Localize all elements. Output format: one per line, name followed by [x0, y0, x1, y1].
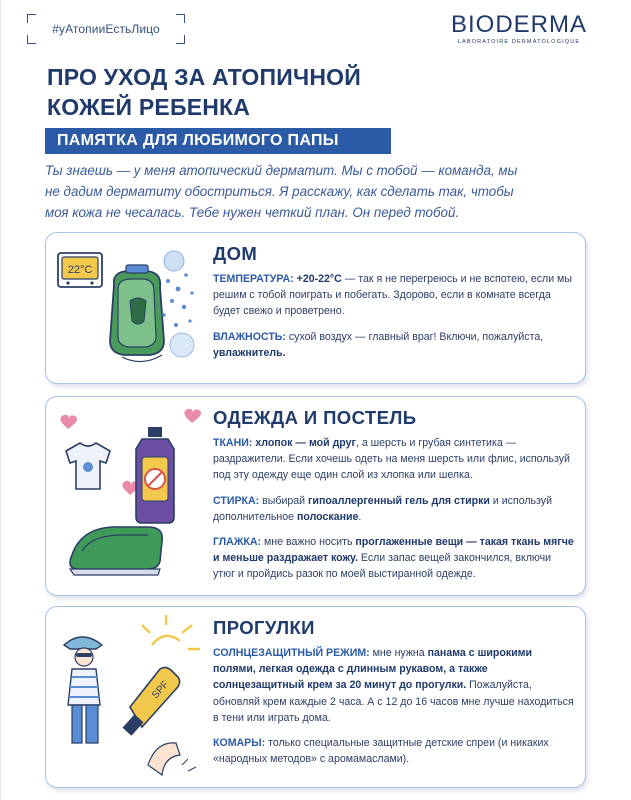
humidity-text: сухой воздух — главный враг! Включи, пожалуйста, — [285, 330, 544, 343]
washing-paragraph — [213, 493, 575, 525]
mosquito-text: только специальные защитные детские спреи (и никаких «народных методов» с аромамаслами). — [213, 737, 549, 766]
washing-bold: гипоаллергенный гель для стирки — [308, 494, 490, 507]
washing-bold: полоскание — [296, 510, 359, 523]
section-card-home — [45, 232, 586, 384]
section-card-clothes — [45, 396, 586, 596]
sunscreen-tube-icon — [123, 667, 180, 735]
leg-icon — [148, 743, 196, 775]
page-title — [47, 62, 361, 122]
section-title: ДОМ — [213, 243, 258, 264]
brand-logo — [451, 12, 587, 45]
fabric-bold: хлопок — мой друг — [252, 437, 356, 449]
ironing-text: Если запас вещей закончился, включи утюг и пройдись разок по моей выстиранной одежде. — [213, 552, 552, 581]
sun-label: СОЛНЦЕЗАЩИТНЫЙ РЕЖИМ: — [213, 647, 370, 659]
heart-icon — [60, 415, 77, 429]
hashtag-frame — [27, 14, 185, 44]
mist-icon — [162, 251, 194, 357]
mosquito-paragraph — [213, 735, 575, 767]
mosquito-label: КОМАРЫ: — [213, 737, 266, 750]
ironing-paragraph — [213, 534, 575, 583]
sun-paragraph — [213, 645, 575, 726]
home-content — [213, 243, 575, 370]
title-line: КОЖЕЙ РЕБЕНКА — [47, 94, 251, 120]
washing-label: СТИРКА: — [213, 494, 260, 507]
washing-text: выбирай — [259, 494, 309, 507]
iron-icon — [70, 527, 162, 575]
title-line: ПРО УХОД ЗА АТОПИЧНОЙ — [47, 64, 361, 90]
clothes-illustration — [52, 405, 202, 590]
temperature-text: — так я не перегреюсь и не вспотею, если мы решим с тобой поиграть и побегать. Здорово, если в комнате всегда будет свежо и проветрено. — [213, 273, 572, 318]
temperature-label: ТЕМПЕРАТУРА: — [213, 273, 294, 285]
humidity-paragraph — [213, 329, 575, 361]
temperature-paragraph — [213, 271, 575, 320]
clothes-content — [213, 407, 575, 592]
hashtag-text: #уАтопииЕстьЛицо — [52, 22, 160, 36]
intro-text — [45, 160, 565, 223]
thermostat-reading: 22°C — [67, 264, 93, 276]
svg-text:SPF: SPF — [150, 679, 172, 702]
fabric-paragraph — [213, 435, 575, 484]
logo-subtitle: LABORATOIRE DERMATOLOGIQUE — [457, 39, 581, 45]
section-title: ОДЕЖДА И ПОСТЕЛЬ — [213, 407, 417, 428]
frame-corner — [27, 35, 36, 44]
section-title: ПРОГУЛКИ — [213, 617, 315, 638]
fabric-label: ТКАНИ: — [213, 437, 253, 449]
washing-text: . — [358, 510, 362, 523]
intro-line: Ты знаешь — у меня атопический дерматит. Мы с тобой — команда, мы — [45, 163, 518, 178]
intro-line: не дадим дерматиту обостриться. Я расскажу, как сделать так, чтобы — [45, 184, 514, 199]
humidity-bold: увлажнитель. — [213, 346, 286, 359]
sun-icon — [142, 615, 200, 649]
temperature-value: +20-22°С — [296, 273, 342, 285]
walks-illustration — [52, 615, 202, 785]
frame-corner — [176, 14, 185, 23]
ironing-text: мне важно носить — [261, 536, 356, 549]
ironing-bold: проглаженные вещи — такая ткань мягче и меньше раздражает кожу. — [213, 536, 574, 565]
humidifier-icon — [110, 265, 164, 362]
fabric-text: , а шерсть и грубая синтетика — раздражители. Если хочешь одеть на меня шерсть или флис, используй под эту одежду еще один слой из хлопка или шелка. — [213, 437, 570, 482]
frame-corner — [176, 35, 185, 44]
washing-text: и используй дополнительное — [213, 494, 553, 523]
ironing-label: ГЛАЖКА: — [213, 536, 262, 549]
subtitle-banner: ПАМЯТКА ДЛЯ ЛЮБИМОГО ПАПЫ — [45, 128, 391, 154]
section-card-walks — [45, 606, 586, 788]
thermostat-icon — [58, 253, 102, 287]
home-illustration — [52, 241, 202, 376]
humidity-label: ВЛАЖНОСТЬ: — [213, 330, 286, 343]
sun-text: Пожалуйста, обновляй крем каждые 2 часа. А с 12 до 16 часов мне лучше находиться в тени или играть дома. — [213, 679, 574, 724]
frame-corner — [27, 14, 36, 23]
sun-bold: панама с широкими полями, легкая одежда с длинным рукавом, а также солнцезащитный крем за 20 минут до прогулки. — [213, 647, 533, 692]
tshirt-icon — [66, 443, 110, 489]
detergent-bottle-icon — [136, 427, 174, 523]
sun-text: мне нужна — [369, 647, 428, 659]
intro-line: моя кожа не чесалась. Тебе нужен четкий план. Он перед тобой. — [45, 205, 460, 220]
logo-name: BIODERMA — [450, 11, 587, 38]
heart-icon — [184, 409, 201, 423]
walks-content — [213, 617, 575, 776]
child-figure-icon — [64, 637, 102, 743]
